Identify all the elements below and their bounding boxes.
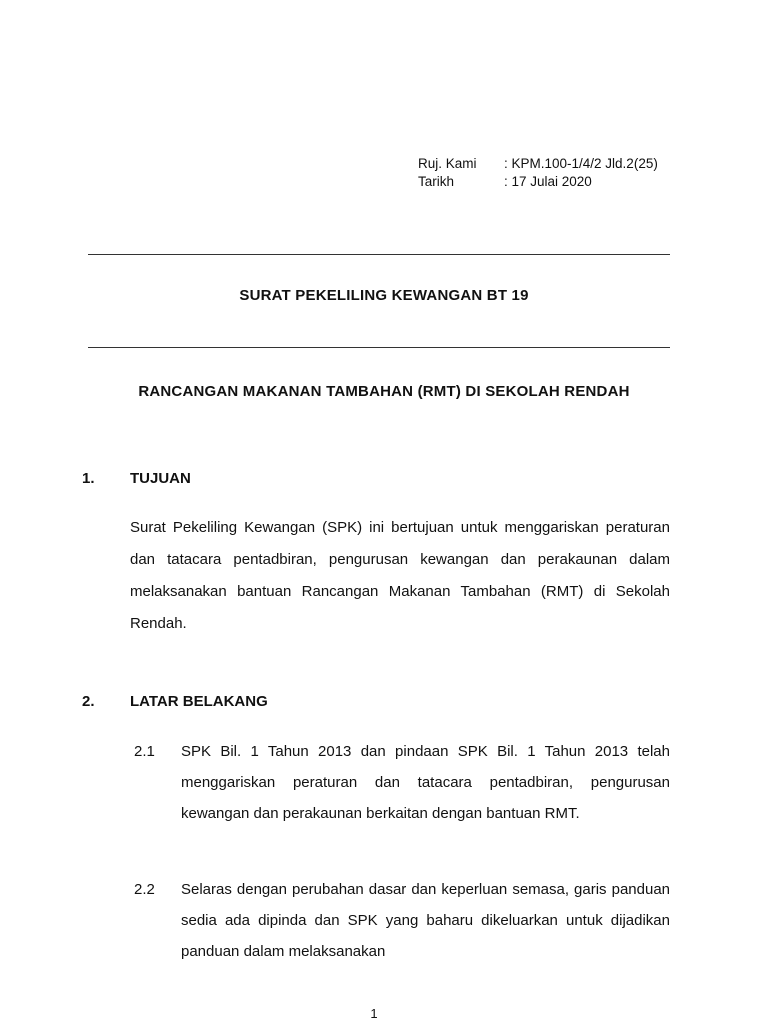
section-number: 1. — [82, 470, 95, 487]
reference-block — [418, 155, 658, 191]
subsection-number: 2.1 — [134, 743, 155, 760]
subsection-text: Selaras dengan perubahan dasar dan keperluan semasa, garis panduan sedia ada dipinda dan SPK yang baharu dikeluarkan untuk dijadikan panduan dalam melaksanakan — [181, 881, 670, 960]
document-subject: RANCANGAN MAKANAN TAMBAHAN (RMT) DI SEKOLAH RENDAH — [138, 383, 630, 400]
subsection-text: SPK Bil. 1 Tahun 2013 dan pindaan SPK Bil. 1 Tahun 2013 telah menggariskan peraturan dan tatacara pentadbiran, pengurusan kewangan dan perakaunan berkaitan dengan bantuan RMT. — [181, 743, 670, 822]
section-paragraph-tujuan: Surat Pekeliling Kewangan (SPK) ini bertujuan untuk menggariskan peraturan dan tatacara pentadbiran, pengurusan kewangan dan perakaunan dalam melaksanakan bantuan Rancangan Makanan Tambahan (RMT) di Sekolah Rendah. — [130, 519, 670, 632]
page-number: 1 — [370, 1006, 378, 1021]
reference-label: Ruj. Kami — [418, 156, 477, 171]
date-label: Tarikh — [418, 174, 455, 189]
section-title: LATAR BELAKANG — [130, 693, 268, 710]
section-title: TUJUAN — [130, 470, 191, 487]
subsection-2-1 — [130, 736, 670, 829]
section-heading-latar-belakang — [82, 693, 268, 710]
subsection-number: 2.2 — [134, 881, 155, 898]
document-title: SURAT PEKELILING KEWANGAN BT 19 — [239, 287, 529, 304]
section-heading-tujuan — [82, 470, 191, 487]
reference-value: : KPM.100-1/4/2 Jld.2(25) — [504, 156, 658, 171]
bottom-divider — [88, 347, 670, 348]
date-value: : 17 Julai 2020 — [504, 174, 592, 189]
section-number: 2. — [82, 693, 95, 710]
date-row — [418, 173, 658, 191]
subsection-2-2 — [130, 874, 670, 967]
reference-row — [418, 155, 658, 173]
top-divider — [88, 254, 670, 255]
